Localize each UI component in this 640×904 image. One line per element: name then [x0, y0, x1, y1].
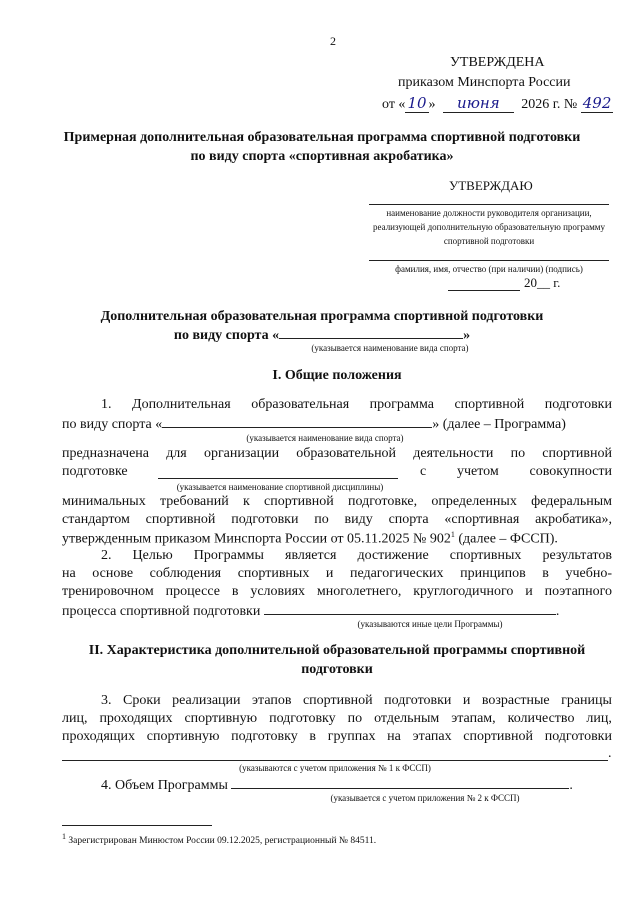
- section2-title: II. Характеристика дополнительной образовательной программы спортивной подготовки: [88, 643, 586, 677]
- date-year: 2026 г. №: [521, 97, 578, 112]
- p2-line4: процесса спортивной подготовки .: [62, 604, 560, 619]
- blank-discipline: [158, 478, 398, 479]
- p2-line1: 2. Целью Программы является достижение спортивных результатов: [101, 548, 612, 563]
- p3-line2: лиц, проходящих спортивную подготовку по отдельным этапам, количество лиц,: [62, 711, 612, 726]
- p1-line2: по виду спорта « » (далее – Программа): [62, 417, 566, 432]
- date-prefix: от «: [382, 97, 406, 112]
- p3-line3: проходящих спортивную подготовку в группах на этапах спортивной подготовки: [62, 729, 612, 744]
- p1-line5: минимальных требований к спортивной подготовке, определенных федеральным: [62, 494, 612, 509]
- footnote-marker: 1: [62, 832, 66, 841]
- utverzhdayu-heading: УТВЕРЖДАЮ: [449, 178, 533, 193]
- approval-order: приказом Минспорта России: [398, 75, 571, 90]
- footnote-separator: [62, 825, 212, 826]
- caption-position: наименование должности руководителя организации, реализующей дополнительную образовательную программу спортивной подготовки: [373, 208, 605, 246]
- program-title-line1: Дополнительная образовательная программа спортивной подготовки: [100, 309, 544, 324]
- p1-line4-prefix: подготовке: [62, 464, 128, 479]
- blank-other-goals: [264, 602, 556, 615]
- p1-caption2: (указывается наименование спортивной дисциплины): [176, 482, 384, 492]
- p2-line2: на основе соблюдения спортивных и педагогических принципов в учебно-: [62, 566, 612, 581]
- blank-sport-name: [279, 326, 463, 339]
- year-suffix: 20__ г.: [524, 275, 561, 290]
- document-title: Примерная дополнительная образовательная программа спортивной подготовки по виду спорта «спортивная акробатика»: [63, 130, 581, 164]
- footnote-text: Зарегистрирован Минюстом России 09.12.2025, регистрационный № 84511.: [66, 836, 377, 847]
- p2-caption: (указываются иные цели Программы): [357, 619, 503, 629]
- approval-heading: УТВЕРЖДЕНА: [450, 55, 545, 70]
- blank-program-volume: [231, 776, 569, 789]
- caption-name: фамилия, имя, отчество (при наличии) (подпись): [395, 264, 583, 274]
- p2-line3: тренировочном процессе в условиях многолетнего, круглогодичного и поэтапного: [62, 584, 612, 599]
- handwritten-number: 492: [582, 94, 612, 112]
- signature-line-name: [369, 260, 609, 261]
- date-mid: »: [428, 97, 436, 112]
- p3-line1: 3. Сроки реализации этапов спортивной подготовки и возрастные границы: [101, 693, 612, 708]
- p4-line: 4. Объем Программы .: [101, 778, 573, 793]
- p1-line7: утвержденным приказом Минспорта России от 05.11.2025 № $902^1$ (далее – ФССП).: [62, 530, 558, 547]
- footnote: [62, 832, 376, 846]
- date-line: [448, 290, 520, 291]
- section1-title: I. Общие положения: [272, 368, 402, 383]
- footnote-ref: 1: [450, 530, 455, 539]
- handwritten-day: 10: [407, 94, 427, 112]
- blank-sport-name-2: [162, 415, 432, 428]
- p3-caption: (указываются с учетом приложения № 1 к ФССП): [239, 763, 431, 773]
- page-number: 2: [330, 34, 336, 48]
- p1-line3: предназначена для организации образовательной деятельности по спортивной: [62, 446, 612, 461]
- signature-line-position: [369, 204, 609, 205]
- p1-caption1: (указывается наименование вида спорта): [246, 433, 404, 443]
- p1-line1: 1. Дополнительная образовательная программа спортивной подготовки: [101, 397, 612, 412]
- p4-caption: (указывается с учетом приложения № 2 к ФССП): [330, 793, 520, 803]
- program-title-line2: по виду спорта « »: [173, 328, 471, 343]
- program-title-caption: (указывается наименование вида спорта): [311, 343, 469, 353]
- handwritten-month: июня: [443, 94, 514, 113]
- p1-line6: стандартом спортивной подготовки по виду спорта «спортивная акробатика»,: [62, 512, 612, 527]
- approval-date-line: [382, 94, 613, 113]
- p3-line4-suffix: .: [608, 746, 612, 761]
- p1-line4-tail: с учетом совокупности: [420, 464, 612, 479]
- program-title: [62, 307, 582, 345]
